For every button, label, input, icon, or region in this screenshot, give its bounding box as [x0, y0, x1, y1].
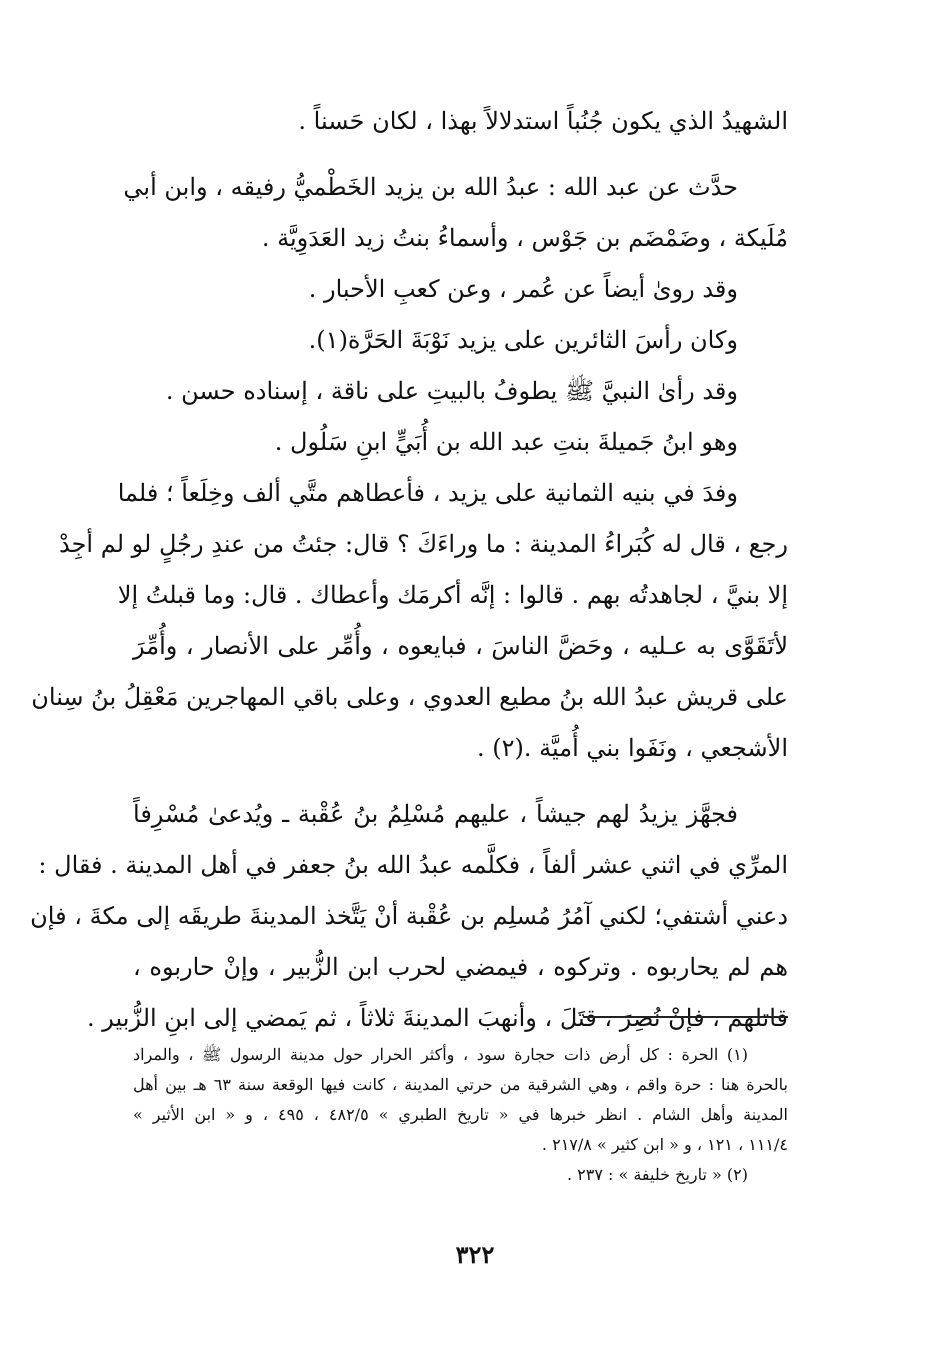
text-line: وفدَ في بنيه الثمانية على يزيد ، فأعطاهم متَّي ألف وخِلَعاً ؛ فلما [117, 479, 738, 507]
text-line: وكان رأسَ الثائرين على يزيد نَوْبَةَ الحَرَّة(١). [308, 326, 738, 354]
text-line: وقد رأىٰ النبيَّ ﷺ يطوفُ بالبيتِ على ناقة ، إسناده حسن . [165, 377, 738, 405]
text-line: لأتَقَوَّى به عـليه ، وحَضَّ الناسَ ، فبايعوه ، وأُمِّر على الأنصار ، وأُمِّرَ [133, 632, 788, 660]
paragraph-gap [133, 774, 788, 789]
text-line: مُلَيكة ، وضَمْضَم بن جَوْس ، وأسماءُ بنتُ زيد العَدَوِيَّة . [261, 224, 788, 252]
text-line: وهو ابنُ جَميلةَ بنتِ عبد الله بن أُبَيٍّ ابنِ سَلُول . [274, 428, 738, 456]
footnote-line: بالحرة هنا : حرة واقم ، وهي الشرقية من حرتي المدينة ، كانت فيها الوقعة سنة ٦٣ هـ بين أهل [133, 1075, 789, 1094]
text-line: قاتلهم ، فإنْ نُصِرَ ، قتَلَ ، وأنهبَ المدينةَ ثلاثاً ، ثم يَمضي إلى ابنِ الزُّبير . [87, 1004, 788, 1032]
footnote-line: ١١١/٤ ، ١٢١ ، و « ابن كثير » ٢١٧/٨ . [541, 1135, 788, 1154]
text-line: الأشجعي ، ونَفَوا بني أُميَّة .(٢) . [477, 734, 788, 762]
text-line: وقد روىٰ أيضاً عن عُمر ، وعن كعبِ الأحبار . [308, 275, 738, 303]
text-line: فجهَّز يزيدُ لهم جيشاً ، عليهم مُسْلِمُ بنُ عُقْبة ـ ويُدعىٰ مُسْرِفاً [133, 800, 738, 828]
text-line: الشهيدُ الذي يكون جُنُباً استدلالاً بهذا ، لكان حَسناً . [298, 107, 788, 135]
footnotes [133, 1040, 788, 1190]
text-line: هم لم يحاربوه . وتركوه ، فيمضي لحرب ابن الزُّبير ، وإنْ حاربوه ، [133, 953, 788, 981]
footnote-divider [583, 1016, 788, 1018]
footnote-line: المدينة وأهل الشام . انظر خبرها في « تاريخ الطبري » ٤٨٢/٥ ، ٤٩٥ ، و « ابن الأثير » [133, 1105, 788, 1124]
footnote-line: (١) الحرة : كل أرض ذات حجارة سود ، وأكثر الحرار حول مدينة الرسول ﷺ ، والمراد [133, 1045, 748, 1064]
text-line: على قريش عبدُ الله بنُ مطيع العدوي ، وعلى باقي المهاجرين مَعْقِلُ بنُ سِنان [31, 683, 788, 711]
text-line: رجع ، قال له كُبَراءُ المدينة : ما وراءَكَ ؟ قال: جئتُ من عندِ رجُلٍ لو لم أجِدْ [59, 530, 788, 558]
page-number: ٣٢٢ [455, 1240, 495, 1269]
text-line: دعني أشتفي؛ لكني آمُرُ مُسلِم بن عُقْبة أنْ يَتَّخذ المدينةَ طريقَه إلى مكةَ ، فإن [30, 902, 788, 930]
paragraph-gap [133, 147, 788, 162]
text-line: المرِّي في اثني عشر ألفاً ، فكلَّمه عبدُ الله بنُ جعفر في أهل المدينة . فقال : [38, 851, 788, 879]
text-line: حدَّث عن عبد الله : عبدُ الله بن يزيد الخَطْميُّ رفيقه ، وابن أبي [123, 173, 738, 201]
text-line: إلا بنيَّ ، لجاهدتُه بهم . قالوا : إنَّه أكرمَك وأعطاك . قال: وما قبلتُ إلا [117, 581, 788, 609]
footnote-line: (٢) « تاريخ خليفة » : ٢٣٧ . [566, 1165, 748, 1184]
main-text [30, 96, 788, 1044]
